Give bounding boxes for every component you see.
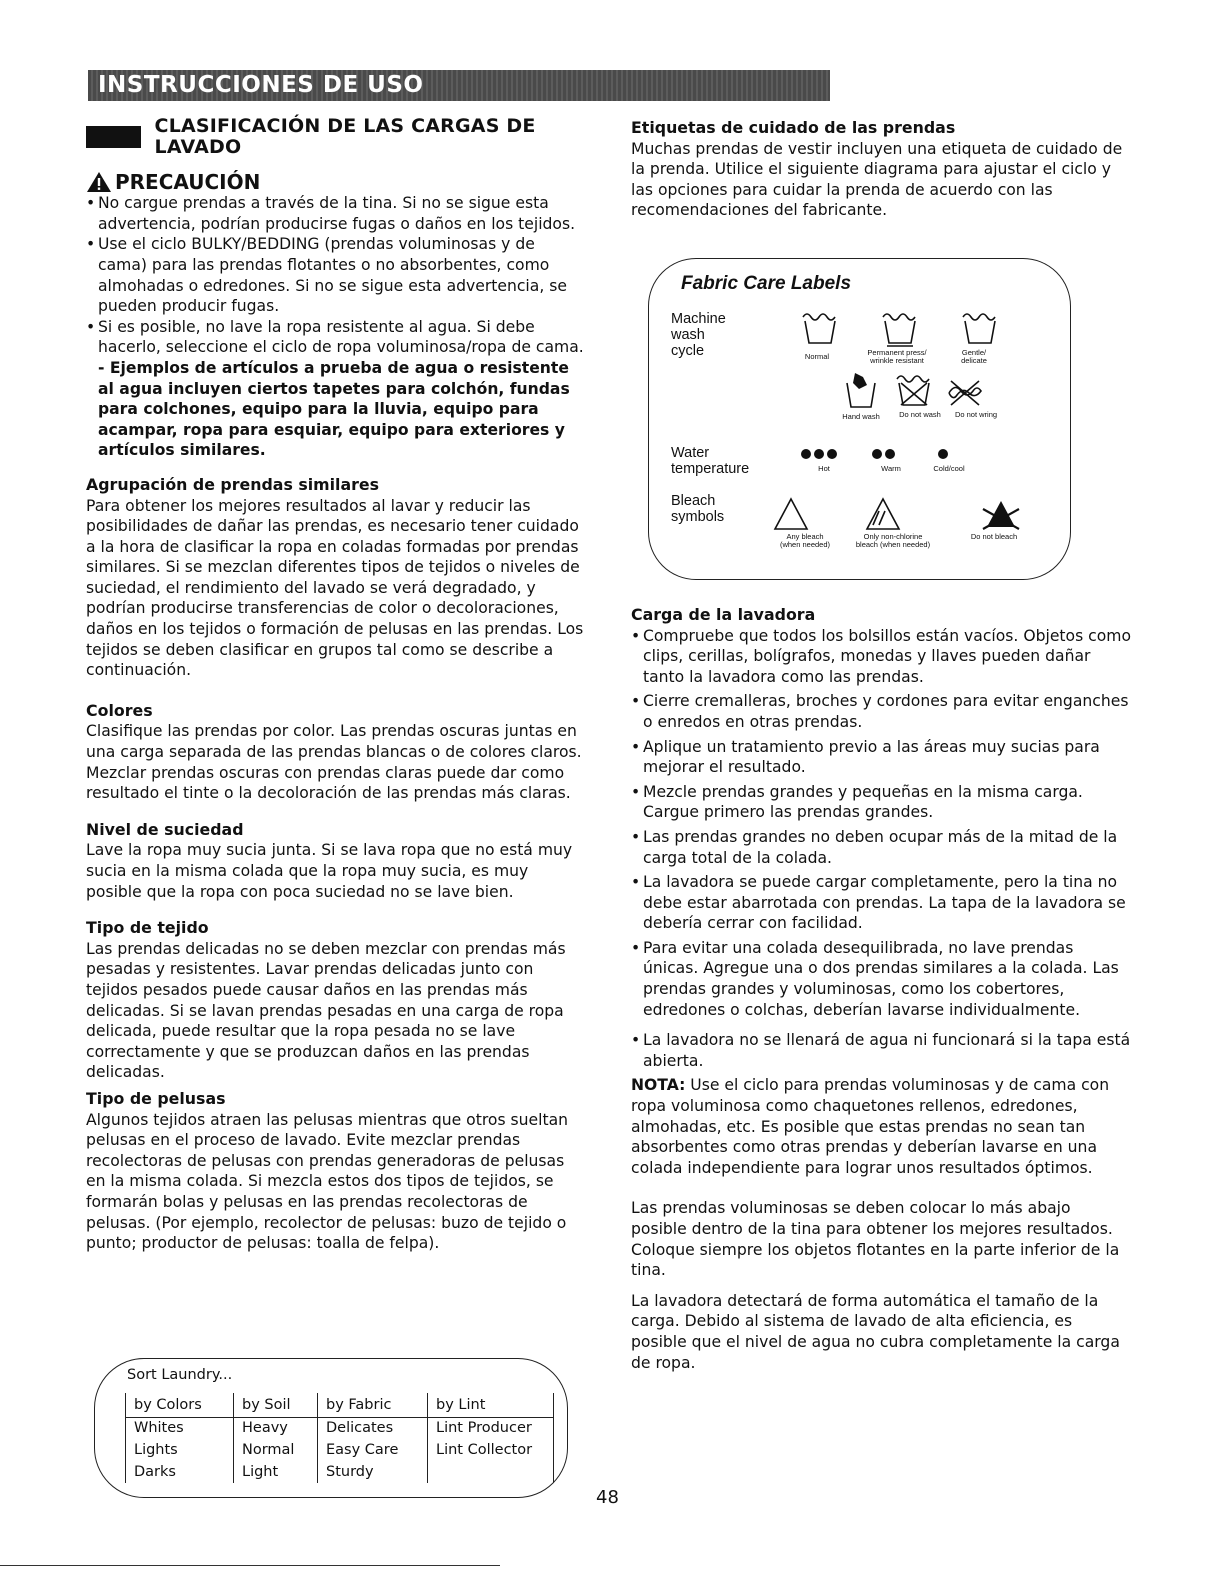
list-item: • La lavadora no se llenará de agua ni funcionará si la tapa está abierta.: [631, 1030, 1131, 1071]
note-text: Use el ciclo para prendas voluminosas y de cama con: [690, 1076, 1110, 1095]
caution-list: [86, 193, 586, 358]
machine-wash-label: Machine wash cycle: [671, 311, 726, 359]
page-banner: INSTRUCCIONES DE USO: [88, 70, 830, 101]
sort-laundry-box: [94, 1358, 568, 1498]
list-item: • Use el ciclo BULKY/BEDDING (prendas voluminosas y de cama) para las prendas flotantes o no absorbentes, como almohadas o edredones. Si no se sigue esta advertencia, se pueden producir fugas.: [86, 234, 586, 316]
do-not-wash-label: Do not wash: [899, 410, 941, 419]
permanent-press-label: Permanent press/ wrinkle resistant: [867, 348, 927, 365]
bleach-symbols-label: Bleach symbols: [671, 493, 725, 525]
examples-text: - Ejemplos de artículos a prueba de agua o resistente al agua incluyen ciertos tapetes para colchón, fundas para colchones, equipo para la lluvia, equipo para acampar, ropa para esquiar, equipo para exteriores y artículos similares.: [98, 358, 570, 460]
fabric-text: Las prendas delicadas no se deben mezclar con prendas más pesadas y resistentes. Lavar prendas delicadas junto con tejidos pesados puede causar daños en las prendas más delicadas. Si se lavan prendas pesadas en una carga de ropa delicada, puede resultar que la ropa pesada no se lave correctamente y que se produzcan daños en las prendas delicadas.: [86, 939, 566, 1082]
column-header: by Colors: [126, 1393, 234, 1417]
hot-label: Hot: [818, 464, 830, 473]
table-row: [126, 1417, 554, 1439]
fabric-title: Tipo de tejido: [86, 918, 209, 938]
table-cell: [428, 1461, 554, 1483]
table-cell: Sturdy: [318, 1461, 428, 1483]
table-cell: Delicates: [318, 1417, 428, 1439]
sort-table: [125, 1393, 554, 1483]
column-header: by Lint: [428, 1393, 554, 1417]
fabric-care-labels-box: [648, 258, 1071, 580]
non-chlorine-label: Only non-chlorine bleach (when needed): [855, 532, 931, 549]
hand-wash-label: Hand wash: [842, 412, 880, 421]
table-cell: Easy Care: [318, 1439, 428, 1461]
lint-text: Algunos tejidos atraen las pelusas mientras que otros sueltan pelusas en el proceso de lavado. Evite mezclar prendas recolectoras de pelusas con prendas generadoras de pelusas en la misma colada. Si mezcla estos dos tipos de tejidos, se formarán bolas y pelusas en las prendas recolectoras de pelusas. (Por ejemplo, recolector de pelusas: buzo de tejido o punto; productor de pelusas: toalla de felpa).: [86, 1110, 569, 1253]
table-cell: Lint Producer: [428, 1417, 554, 1439]
colors-title: Colores: [86, 700, 153, 720]
sense-text: La lavadora detectará de forma automática el tamaño de la carga. Debido al sistema de lavado de alta eficiencia, es posible que el nivel de agua no cubra completamente la carga de ropa.: [631, 1291, 1120, 1372]
table-cell: Lint Collector: [428, 1439, 554, 1461]
warning-icon: [86, 171, 112, 193]
note-text-continued: ropa voluminosa como chaquetones rellenos, edredones, almohadas, etc. Es posible que estas prendas no sean tan absorbentes como otras prendas y deberían lavarse en una colada independiente para lograr unos resultados óptimos.: [631, 1097, 1098, 1177]
table-row: [126, 1439, 554, 1461]
list-item: • Compruebe que todos los bolsillos están vacíos. Objetos como clips, cerillas, bolígrafos, monedas y llaves pueden dañar tanto la lavadora como las prendas.: [631, 626, 1131, 688]
grouping-text: Para obtener los mejores resultados al lavar y reducir las posibilidades de dañar las prendas, es necesario tener cuidado a la hora de clasificar la ropa en coladas formadas por prendas similares. Si se mezclan diferentes tipos de tejidos o niveles de suciedad, el rendimiento del lavado se verá degradado, y podrían producirse transferencias de color o decoloraciones, daños en los tejidos o formación de pelusas en las prendas. Los tejidos se deben clasificar en grupos tal como se describe a continuación.: [86, 496, 584, 680]
table-cell: Darks: [126, 1461, 234, 1483]
normal-label: Normal: [804, 352, 830, 361]
list-item: • Mezcle prendas grandes y pequeñas en la misma carga. Cargue primero las prendas grandes.: [631, 782, 1131, 823]
care-labels-title: Fabric Care Labels: [681, 273, 852, 294]
any-bleach-label: Any bleach (when needed): [779, 532, 831, 549]
table-cell: Heavy: [234, 1417, 318, 1439]
list-item: • Las prendas grandes no deben ocupar más de la mitad de la carga total de la colada.: [631, 827, 1131, 868]
caution-title-text: PRECAUCIÓN: [115, 169, 261, 194]
gentle-label: Gentle/ delicate: [961, 348, 987, 365]
cold-label: Cold/cool: [933, 464, 965, 473]
list-item: • No cargue prendas a través de la tina. Si no se sigue esta advertencia, podrían producirse fugas o daños en los tejidos.: [86, 193, 586, 234]
section-title: [86, 116, 586, 157]
load-list: [631, 626, 1131, 1072]
do-not-wring-label: Do not wring: [954, 410, 998, 419]
list-item: • La lavadora se puede cargar completamente, pero la tina no debe estar abarrotada con prendas. La tapa de la lavadora se debería cerrar con facilidad.: [631, 872, 1131, 934]
bottom-rule: [0, 1565, 500, 1566]
list-item: • Si es posible, no lave la ropa resistente al agua. Si debe hacerlo, seleccione el ciclo de ropa voluminosa/ropa de cama.: [86, 317, 586, 358]
section-bar: [86, 126, 141, 148]
list-item: • Para evitar una colada desequilibrada, no lave prendas únicas. Agregue una o dos prendas similares a la colada. Las prendas grandes y voluminosas, como los cobertores, edredones o colchas, deberían lavarse individualmente.: [631, 938, 1131, 1020]
hand-wash-icon: [845, 371, 985, 411]
column-header: by Soil: [234, 1393, 318, 1417]
table-row: [126, 1461, 554, 1483]
do-not-bleach-label: Do not bleach: [970, 532, 1018, 541]
table-cell: Light: [234, 1461, 318, 1483]
load-title: Carga de la lavadora: [631, 604, 816, 624]
grouping-title: Agrupación de prendas similares: [86, 474, 380, 494]
page-number: 48: [596, 1487, 619, 1508]
caution-title: [86, 171, 586, 193]
note-paragraph: [631, 1075, 1131, 1096]
temperature-dots-icon: [799, 447, 979, 461]
water-temperature-label: Water temperature: [671, 445, 750, 477]
list-item: • Cierre cremalleras, broches y cordones para evitar enganches o enredos en otras prendas.: [631, 691, 1131, 732]
care-title: Etiquetas de cuidado de las prendas: [631, 118, 956, 137]
note-label: NOTA:: [631, 1076, 686, 1095]
soil-title: Nivel de suciedad: [86, 819, 244, 839]
wash-tub-icon: [799, 309, 1029, 347]
soil-text: Lave la ropa muy sucia junta. Si se lava ropa que no está muy sucia en la misma colada que la ropa muy sucia, es muy posible que la ropa con poca suciedad no se lave bien.: [86, 841, 573, 901]
sort-title: Sort Laundry...: [127, 1367, 233, 1383]
column-header: by Fabric: [318, 1393, 428, 1417]
table-cell: Whites: [126, 1417, 234, 1439]
care-text: Muchas prendas de vestir incluyen una etiqueta de cuidado de la prenda. Utilice el siguiente diagrama para ajustar el ciclo y las opciones para cuidar la prenda de acuerdo con las recomendaciones del fabricante.: [631, 139, 1123, 220]
left-column: [86, 116, 586, 1254]
table-header-row: [126, 1393, 554, 1417]
list-item: • Aplique un tratamiento previo a las áreas muy sucias para mejorar el resultado.: [631, 737, 1131, 778]
bulky-text: Las prendas voluminosas se deben colocar lo más abajo posible dentro de la tina para obtener los mejores resultados. Coloque siempre los objetos flotantes en la parte inferior de la tina.: [631, 1199, 1120, 1280]
table-cell: Lights: [126, 1439, 234, 1461]
section-title-text: CLASIFICACIÓN DE LAS CARGAS DE LAVADO: [154, 115, 536, 158]
table-cell: Normal: [234, 1439, 318, 1461]
bleach-triangle-icon: [769, 495, 1029, 533]
colors-text: Clasifique las prendas por color. Las prendas oscuras juntas en una carga separada de las prendas blancas o de colores claros. Mezclar prendas oscuras con prendas claras puede dar como resultado el tinte o la decoloración de las prendas más claras.: [86, 722, 582, 803]
lint-title: Tipo de pelusas: [86, 1088, 226, 1108]
warm-label: Warm: [881, 464, 901, 473]
